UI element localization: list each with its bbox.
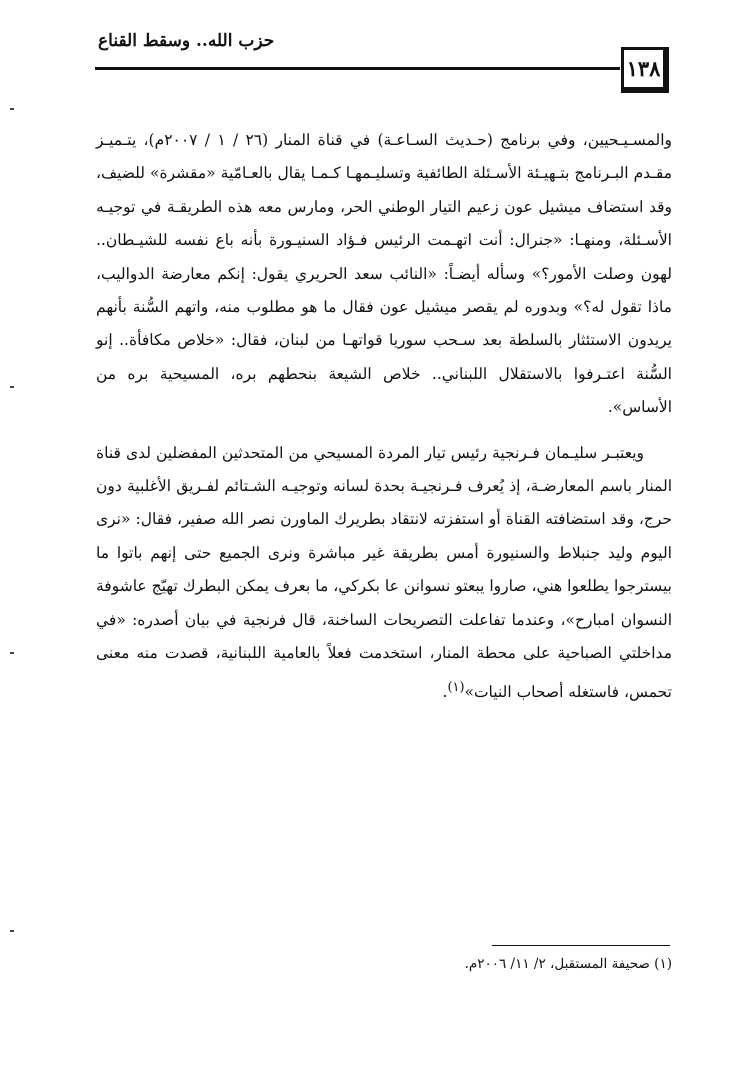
paragraph-2 — [96, 437, 672, 709]
paragraph-2-text: ويعتبـر سليـمان فـرنجية رئيس تيار المردة المسيحي من المتحدثين المفضلين لدى قناة المنار باسم المعارضـة، إذ يُعرف فـرنجيـة بحدة لسانه وتوجيـه الشـتائم لفـريق الأغلبية دون حرج، وقد استضافته القناة أو استفزته لانتقاد بطريرك الماورن نصر الله صفير، فقال: «نرى اليوم وليد جنبلاط والسنيورة أمس بطريقة غير مباشرة ونرى الجميع حتى إنهم باتوا ما بيسترجوا يطلعوا هني، صاروا يبعتو نسوانن عا بكركي، ما بعرف يمكن البطرك تهيّج عاشوفة النسوان امبارح»، وعندما تفاعلت التصريحات الساخنة، قال فرنجية في بيان أصدره: «في مداخلتي الصباحية على محطة المنار، استخدمت فعلاً بالعامية اللبنانية، قصدت منه معنى تحمس، فاستغله أصحاب النيات» — [96, 443, 672, 701]
header-rule — [95, 67, 620, 70]
body-text — [96, 124, 672, 709]
paragraph-2-end: . — [442, 682, 448, 701]
footnote-reference: (١) — [447, 679, 465, 695]
page-number-box — [621, 47, 669, 93]
running-title: حزب الله.. وسقط القناع — [98, 31, 275, 51]
scan-mark — [10, 652, 14, 654]
scan-mark — [10, 386, 14, 388]
footnote-separator — [492, 945, 670, 946]
scan-mark — [10, 930, 14, 932]
paragraph-1: والمسـيـحيين، وفي برنامج (حـديث السـاعـة) في قناة المنار (٢٦ / ١ / ٢٠٠٧م)، يتـميـز مقـدم البـرنامج بتـهيـئة الأسـئلة الطائفية وتسليـمهـا كـمـا يقال بالعـامّية «مقشرة» للضيف، وقد استضاف ميشيل عون زعيم التيار الوطني الحر، ومارس معه هذه الطريقـة في توجيـه الأسـئلة، ومنهـا: «جنرال: أنت اتهـمت الرئيس فـؤاد السنيـورة بأنه باع نفسه للشيـطان.. لهون وصلت الأمور؟» وسأله أيضـاً: «النائب سعد الحريري يقول: إنكم معارضة الدواليب، ماذا تقول له؟» وبدوره لم يقصر ميشيل عون فقال ما هو مطلوب منه، واتهم السُّنة بأنهم يريدون الاستئثار بالسلطة بعد سـحب سوريا قواتهـا من لبنان، فقال: «خلاص مكافأة.. إنو السُّنة اعتـرفوا بالاستقلال اللبناني.. خلاص الشيعة بنحطهم بره، المسيحية بره من الأساس». — [96, 131, 672, 417]
page-number: ١٣٨ — [626, 56, 661, 81]
scan-mark — [10, 108, 14, 110]
footnote: (١) صحيفة المستقبل، ٢/ ١١/ ٢٠٠٦م. — [464, 956, 672, 972]
